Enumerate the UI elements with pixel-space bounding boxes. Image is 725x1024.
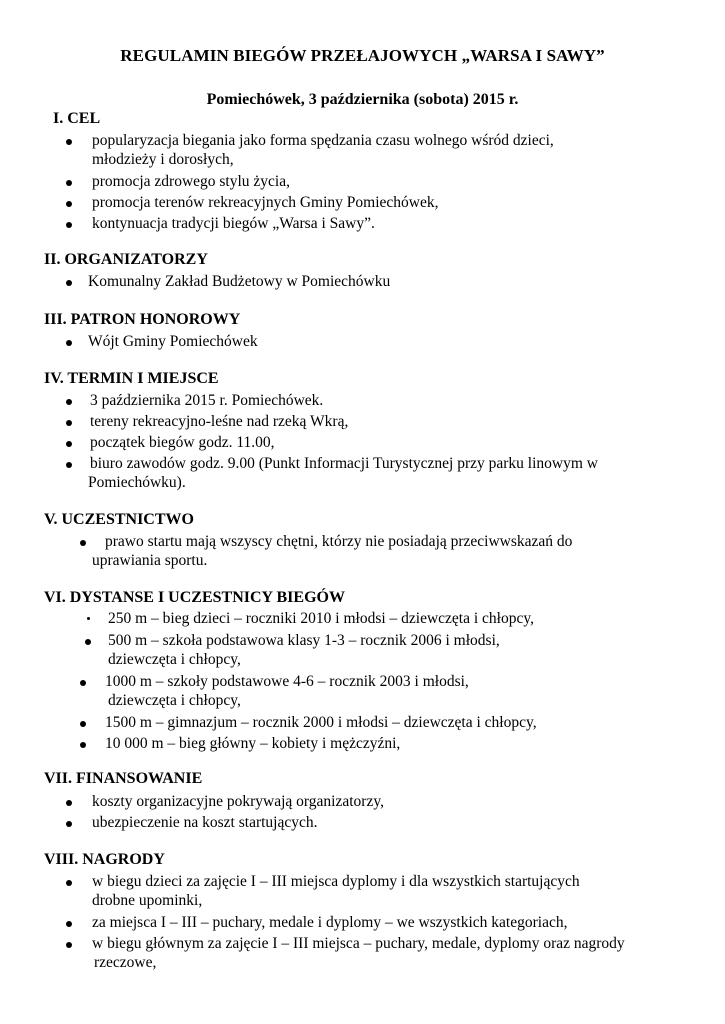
list-item-line: prawo startu mają wszyscy chętni, którzy nie posiadają przeciwwskazań do xyxy=(105,533,573,550)
list-item-line: promocja terenów rekreacyjnych Gminy Pomiechówek, xyxy=(92,194,439,211)
list-item-line: 3 października 2015 r. Pomiechówek. xyxy=(90,392,324,409)
bullet-icon xyxy=(80,721,86,727)
list-item-line: 10 000 m – bieg główny – kobiety i mężczyźni, xyxy=(105,735,401,752)
list-item-line: tereny rekreacyjno-leśne nad rzeką Wkrą, xyxy=(90,413,349,430)
list-item-line: koszty organizacyjne pokrywają organizatorzy, xyxy=(92,793,384,810)
list-item-line: Komunalny Zakład Budżetowy w Pomiechówku xyxy=(88,273,391,290)
bullet-icon xyxy=(66,222,72,228)
list-item-line: dziewczęta i chłopcy, xyxy=(108,692,241,709)
bullet-icon xyxy=(66,340,72,346)
bullet-icon xyxy=(66,880,72,886)
document-title: REGULAMIN BIEGÓW PRZEŁAJOWYCH „WARSA I SAWY” xyxy=(120,46,605,65)
section-heading-uczestnictwo: V. UCZESTNICTWO xyxy=(44,511,194,528)
section-heading-organizatorzy: II. ORGANIZATORZY xyxy=(44,251,208,268)
bullet-icon xyxy=(66,921,72,927)
bullet-icon xyxy=(66,821,72,827)
bullet-icon xyxy=(66,441,72,447)
list-item-line: popularyzacja biegania jako forma spędzania czasu wolnego wśród dzieci, xyxy=(92,132,554,149)
section-heading-cel: I. CEL xyxy=(53,110,101,127)
list-item-line: za miejsca I – III – puchary, medale i dyplomy – we wszystkich kategoriach, xyxy=(92,914,568,931)
bullet-icon xyxy=(80,742,86,748)
list-item-line: młodzieży i dorosłych, xyxy=(92,151,234,168)
bullet-icon xyxy=(66,399,72,405)
bullet-icon xyxy=(87,617,90,620)
list-item-line: 500 m – szkoła podstawowa klasy 1-3 – rocznik 2006 i młodsi, xyxy=(108,632,500,649)
bullet-icon xyxy=(66,420,72,426)
section-heading-nagrody: VIII. NAGRODY xyxy=(44,851,165,868)
list-item-line: promocja zdrowego stylu życia, xyxy=(92,173,290,190)
bullet-icon xyxy=(80,540,86,546)
list-item-line: dziewczęta i chłopcy, xyxy=(108,651,241,668)
list-item-line: rzeczowe, xyxy=(94,954,157,971)
bullet-icon xyxy=(66,180,72,186)
list-item-line: biuro zawodów godz. 9.00 (Punkt Informacji Turystycznej przy parku linowym w xyxy=(90,455,598,472)
list-item-line: początek biegów godz. 11.00, xyxy=(90,434,275,451)
list-item-line: 1000 m – szkoły podstawowe 4-6 – rocznik 2003 i młodsi, xyxy=(105,673,469,690)
list-item-line: drobne upominki, xyxy=(92,892,203,909)
bullet-icon xyxy=(66,462,72,468)
section-heading-dystanse: VI. DYSTANSE I UCZESTNICY BIEGÓW xyxy=(44,589,345,606)
document-subtitle: Pomiechówek, 3 października (sobota) 2015 r. xyxy=(206,91,519,108)
list-item-line: 1500 m – gimnazjum – rocznik 2000 i młodsi – dziewczęta i chłopcy, xyxy=(105,714,537,731)
list-item-line: w biegu dzieci za zajęcie I – III miejsca dyplomy i dla wszystkich startujących xyxy=(92,873,580,890)
list-item-line: Wójt Gminy Pomiechówek xyxy=(88,333,258,350)
bullet-icon xyxy=(85,639,91,645)
list-item-line: Pomiechówku). xyxy=(88,474,186,491)
bullet-icon xyxy=(66,942,72,948)
section-heading-finansowanie: VII. FINANSOWANIE xyxy=(44,770,203,787)
bullet-icon xyxy=(66,800,72,806)
section-heading-termin-i-miejsce: IV. TERMIN I MIEJSCE xyxy=(44,370,219,387)
list-item-line: kontynuacja tradycji biegów „Warsa i Sawy”. xyxy=(92,215,375,232)
bullet-icon xyxy=(66,139,72,145)
section-heading-patron-honorowy: III. PATRON HONOROWY xyxy=(44,311,241,328)
list-item-line: ubezpieczenie na koszt startujących. xyxy=(92,814,318,831)
list-item-line: w biegu głównym za zajęcie I – III miejsca – puchary, medale, dyplomy oraz nagrody xyxy=(92,935,625,952)
list-item-line: 250 m – bieg dzieci – roczniki 2010 i młodsi – dziewczęta i chłopcy, xyxy=(108,610,534,627)
bullet-icon xyxy=(80,680,86,686)
bullet-icon xyxy=(66,280,72,286)
bullet-icon xyxy=(66,201,72,207)
list-item-line: uprawiania sportu. xyxy=(92,552,208,569)
